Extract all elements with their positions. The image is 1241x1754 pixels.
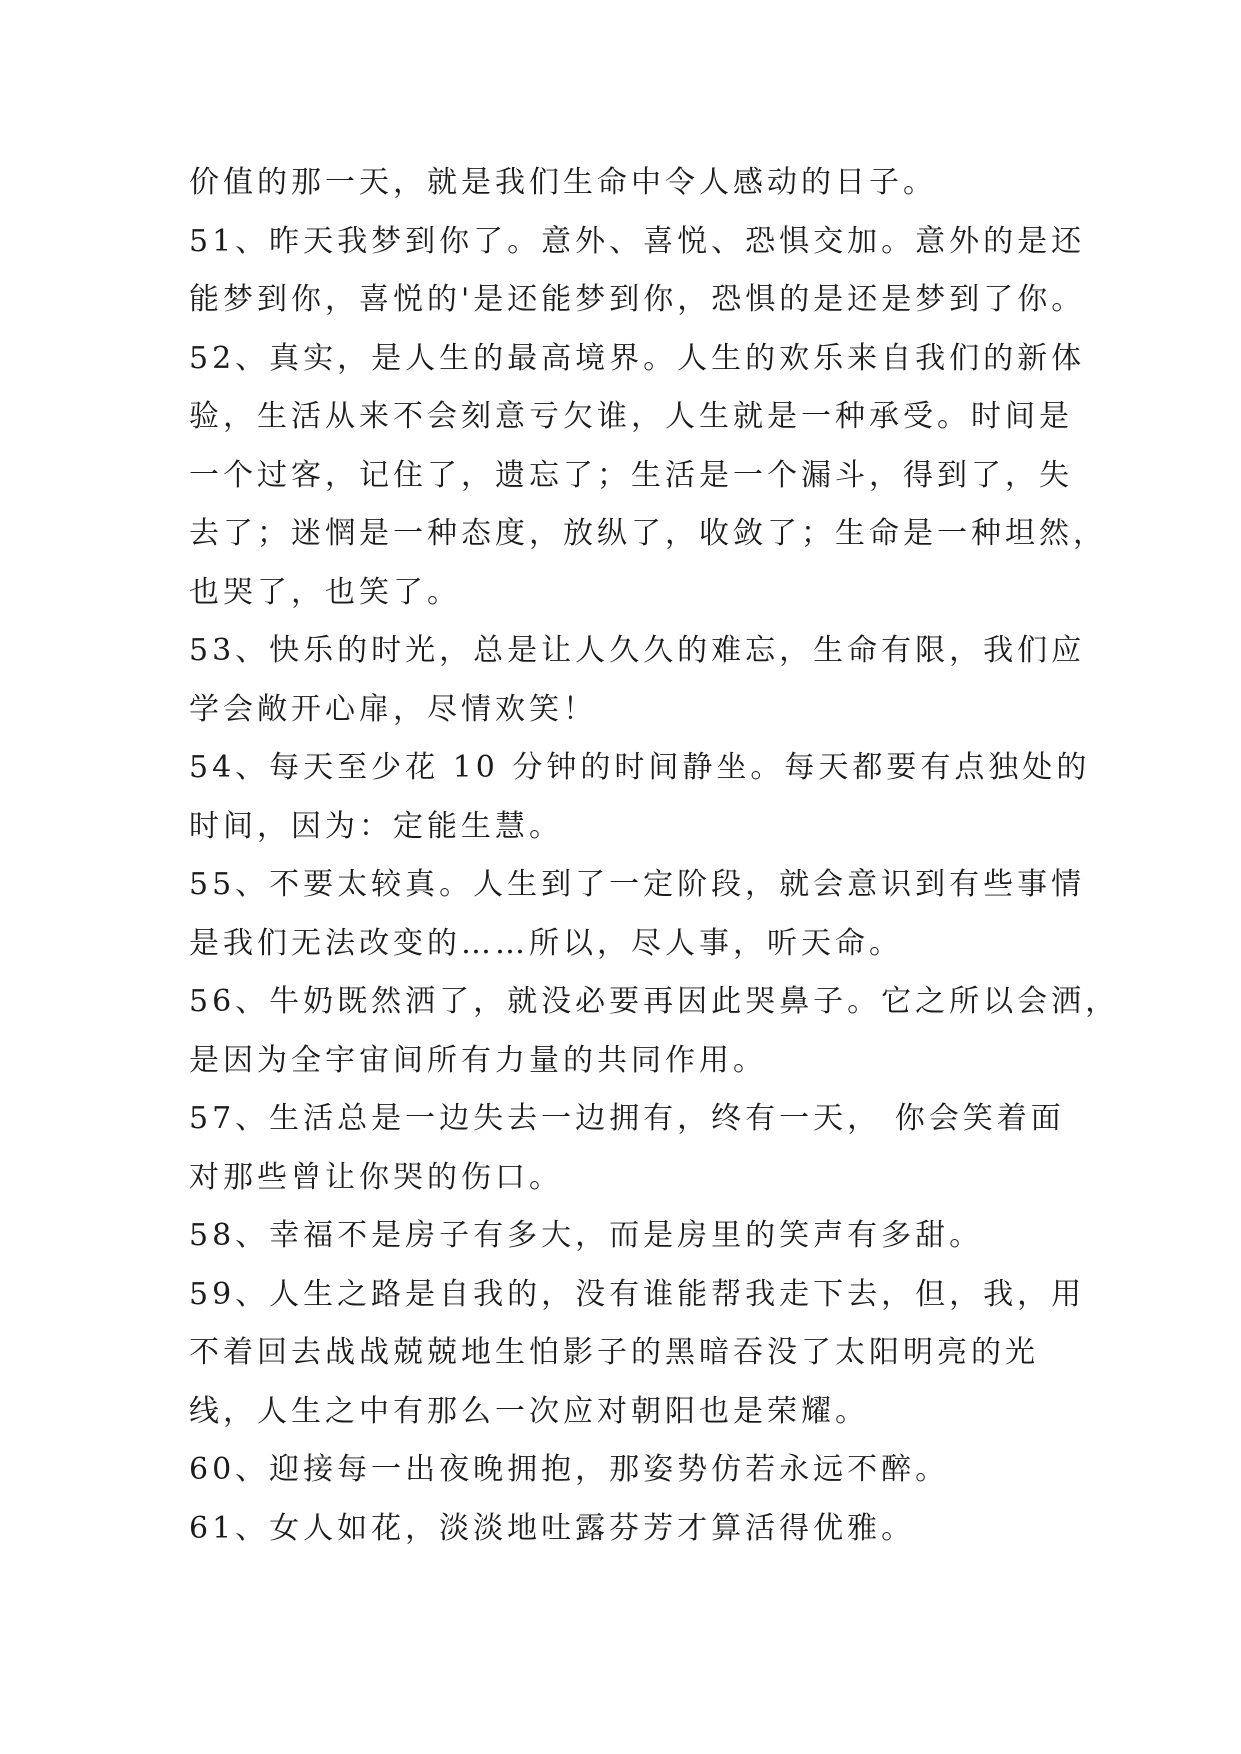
document-body	[189, 154, 1120, 1558]
text-line: 不着回去战战兢兢地生怕影子的黑暗吞没了太阳明亮的光	[189, 1335, 1039, 1370]
text-line: 59、人生之路是自我的，没有谁能帮我走下去，但，我，用	[189, 1276, 1086, 1312]
text-line: 对那些曾让你哭的伤口。	[189, 1159, 563, 1195]
text-line: 去了；迷惘是一种态度，放纵了，收敛了；生命是一种坦然，	[189, 516, 1107, 551]
text-line: 一个过客，记住了，遗忘了；生活是一个漏斗，得到了，失	[189, 457, 1073, 493]
text-line: 线，人生之中有那么一次应对朝阳也是荣耀。	[189, 1393, 869, 1429]
text-line: 是我们无法改变的……所以，尽人事，听天命。	[189, 925, 903, 961]
text-line: 56、牛奶既然洒了，就没必要再因此哭鼻子。它之所以会洒，	[189, 984, 1120, 1019]
text-line: 58、幸福不是房子有多大，而是房里的笑声有多甜。	[189, 1218, 984, 1253]
text-line: 也哭了，也笑了。	[189, 574, 461, 610]
text-line: 学会敞开心扉，尽情欢笑！	[189, 691, 597, 727]
text-line: 60、迎接每一出夜晚拥抱，那姿势仿若永远不醉。	[189, 1452, 950, 1487]
text-line: 时间，因为：定能生慧。	[189, 808, 563, 844]
text-line: 53、快乐的时光，总是让人久久的难忘，生命有限，我们应	[189, 633, 1086, 668]
text-line: 是因为全宇宙间所有力量的共同作用。	[189, 1042, 767, 1078]
text-line: 57、生活总是一边失去一边拥有，终有一天， 你会笑着面	[189, 1101, 1065, 1136]
text-line: 61、女人如花，淡淡地吐露芬芳才算活得优雅。	[189, 1510, 916, 1546]
text-line: 价值的那一天，就是我们生命中令人感动的日子。	[189, 165, 937, 200]
text-line: 54、每天至少花 10 分钟的时间静坐。每天都要有点独处的	[189, 750, 1091, 785]
text-line: 验，生活从来不会刻意亏欠谁，人生就是一种承受。时间是	[189, 399, 1073, 434]
text-line: 52、真实，是人生的最高境界。人生的欢乐来自我们的新体	[189, 340, 1086, 376]
text-line: 能梦到你，喜悦的'是还能梦到你，恐惧的是还是梦到了你。	[189, 282, 1086, 317]
text-line: 51、昨天我梦到你了。意外、喜悦、恐惧交加。意外的是还	[189, 223, 1086, 259]
text-line: 55、不要太较真。人生到了一定阶段，就会意识到有些事情	[189, 867, 1086, 902]
